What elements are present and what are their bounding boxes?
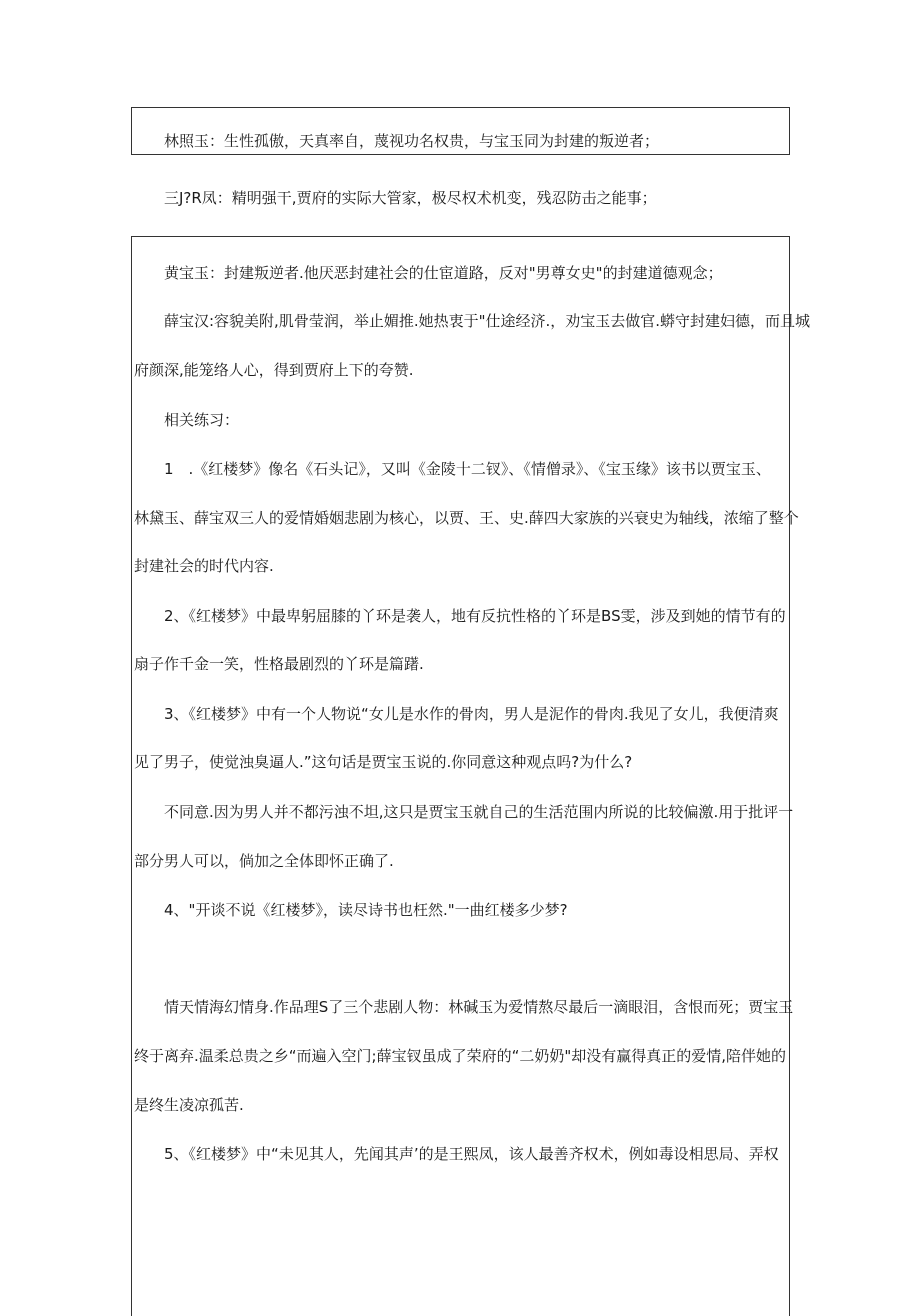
answer-4-line-1: 情天情海幻情身.作品理S了三个悲剧人物：林碱玉为爱情熬尽最后一滴眼泪，含恨而死；贾宝玉: [164, 998, 794, 1016]
question-4: 4、"开谈不说《红楼梦》，读尽诗书也枉然."一曲红楼多少梦?: [164, 901, 568, 919]
question-1-line-1: 1 .《红楼梦》像名《石头记》，又叫《金陵十二钗》、《情僧录》、《宝玉缘》该书以贾宝玉、: [164, 460, 771, 478]
question-2-line-1: 2、《红楼梦》中最卑躬屈膝的丫环是袭人，地有反抗性格的丫环是BS雯，涉及到她的情节有的: [164, 607, 786, 625]
question-1-line-2: 林黛玉、薛宝双三人的爱情婚姻悲剧为核心，以贾、王、史.薛四大家族的兴衰史为轴线，浓缩了整个: [134, 509, 799, 527]
jia-baoyu-description: 黄宝玉：封建叛逆者.他厌恶封建社会的仕宦道路，反对"男尊女史"的封建道德观念；: [164, 264, 723, 282]
lin-daiyu-description: 林照玉：生性孤傲，天真率自，蔑视功名权贵，与宝玉同为封建的叛逆者；: [164, 132, 660, 150]
answer-4-line-2: 终于离弃.温柔总贵之乡“而遍入空门;薛宝钗虽成了荣府的“二奶奶"却没有赢得真正的爱情,陪伴她的: [134, 1047, 787, 1065]
xue-baochai-description-line-2: 府颜深,能笼络人心，得到贾府上下的夸赞.: [134, 361, 414, 379]
exercises-heading: 相关练习：: [164, 411, 240, 429]
question-3-line-2: 见了男子，使觉浊臭逼人.”这句话是贾宝玉说的.你同意这种观点吗?为什么?: [134, 753, 633, 771]
answer-3-line-1: 不同意.因为男人并不都污浊不坦,这只是贾宝玉就自己的生活范围内所说的比较偏激.用于批评一: [164, 803, 794, 821]
question-1-line-3: 封建社会的时代内容.: [134, 557, 274, 575]
wang-xifeng-description: 三J?R凤：精明强干,贾府的实际大管家，极尽权术机变，残忍防击之能事；: [164, 189, 657, 207]
question-2-line-2: 扇子作千金一笑，性格最剧烈的丫环是篇躇.: [134, 655, 424, 673]
answer-3-line-2: 部分男人可以，倘加之全体即怀正确了.: [134, 852, 394, 870]
answer-4-line-3: 是终生凌凉孤苦.: [134, 1096, 244, 1114]
question-5-line-1: 5、《红楼梦》中“未见其人，先闻其声’的是王熙凤，该人最善齐权术，例如毒设相思局、弄权: [164, 1145, 779, 1163]
xue-baochai-description-line-1: 薛宝汉:容貌美附,肌骨莹润，举止媚推.她热衷于"仕途经济.，劝宝玉去做官.蟒守封建妇德，而且城: [164, 312, 811, 330]
question-3-line-1: 3、《红楼梦》中有一个人物说“女儿是水作的骨肉，男人是泥作的骨肉.我见了女儿，我便清爽: [164, 705, 779, 723]
